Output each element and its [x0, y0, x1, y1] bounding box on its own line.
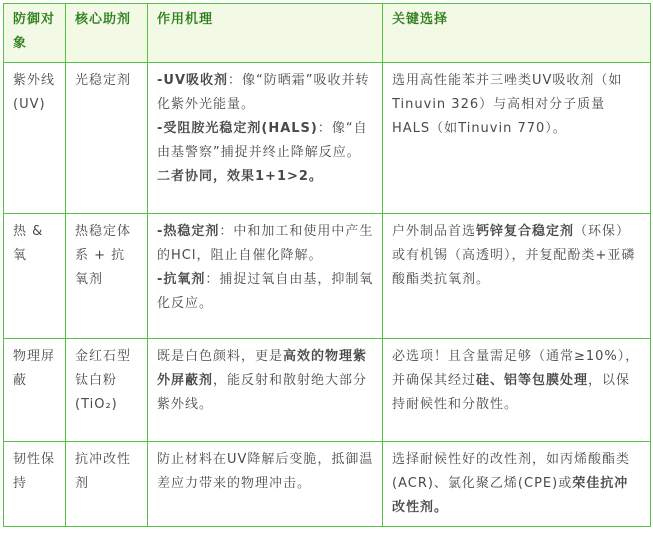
cell-target: 物理屏蔽	[4, 339, 66, 442]
cell-choice	[383, 442, 651, 527]
header-additive: 核心助剂	[66, 4, 148, 63]
header-mechanism: 作用机理	[148, 4, 383, 63]
cell-target: 韧性保持	[4, 442, 66, 527]
bold-text-segment: 高效的物理紫外屏蔽剂	[157, 349, 368, 388]
bold-text-segment: 荣佳抗冲改性剂。	[392, 476, 629, 515]
defense-table	[3, 3, 651, 527]
bold-text-segment: 硅、铝等包膜处理	[476, 373, 589, 388]
text-segment: 户外制品首选	[392, 224, 477, 239]
table-row	[4, 442, 651, 527]
cell-choice	[383, 214, 651, 339]
text-segment: ：像“防晒霜”吸收并转化紫外光能量。	[157, 73, 370, 112]
text-segment: 必选项！且含量需足够（通常≥10%），并确保其经过	[392, 349, 640, 388]
bold-text-segment: 钙锌复合稳定剂	[476, 224, 575, 239]
bold-text-segment: 二者协同，效果1+1>2。	[157, 169, 323, 184]
cell-additive: 抗冲改性剂	[66, 442, 148, 527]
cell-additive: 光稳定剂	[66, 63, 148, 214]
bold-text-segment: -受阻胺光稳定剂(HALS)	[157, 121, 318, 136]
table-header-row	[4, 4, 651, 63]
bold-text-segment: -抗氧剂	[157, 272, 206, 287]
text-segment: 防止材料在UV降解后变脆，抵御温差应力带来的物理冲击。	[157, 452, 374, 491]
text-segment: （环保）或有机锡（高透明），并复配酚类+亚磷酸酯类抗氧剂。	[392, 224, 636, 287]
table-row	[4, 339, 651, 442]
table-row	[4, 214, 651, 339]
text-segment: 选用高性能苯并三唑类UV吸收剂（如Tinuvin 326）与高相对分子质量HALS（如Tinuvin 770）。	[392, 73, 623, 136]
text-segment: ：像“自由基警察”捕捉并终止降解反应。	[157, 121, 368, 160]
header-target: 防御对象	[4, 4, 66, 63]
cell-choice	[383, 63, 651, 214]
table-row	[4, 63, 651, 214]
text-segment: 选择耐候性好的改性剂，如丙烯酸酯类(ACR)、氯化聚乙烯(CPE)或	[392, 452, 631, 491]
cell-target: 紫外线(UV)	[4, 63, 66, 214]
bold-text-segment: -UV吸收剂	[157, 73, 229, 88]
text-segment: 既是白色颜料，更是	[157, 349, 284, 364]
text-segment: ，能反射和散射绝大部分紫外线。	[157, 373, 368, 412]
cell-choice	[383, 339, 651, 442]
text-segment: ，以保持耐候性和分散性。	[392, 373, 631, 412]
cell-mechanism	[148, 63, 383, 214]
text-segment: ：捕捉过氧自由基，抑制氧化反应。	[157, 272, 374, 311]
cell-additive: 热稳定体系 + 抗氧剂	[66, 214, 148, 339]
header-choice: 关键选择	[383, 4, 651, 63]
text-segment: ：中和加工和使用中产生的HCl，阻止自催化降解。	[157, 224, 374, 263]
cell-mechanism	[148, 442, 383, 527]
cell-mechanism	[148, 339, 383, 442]
cell-mechanism	[148, 214, 383, 339]
bold-text-segment: -热稳定剂	[157, 224, 220, 239]
cell-target: 热 & 氧	[4, 214, 66, 339]
cell-additive: 金红石型钛白粉(TiO₂)	[66, 339, 148, 442]
